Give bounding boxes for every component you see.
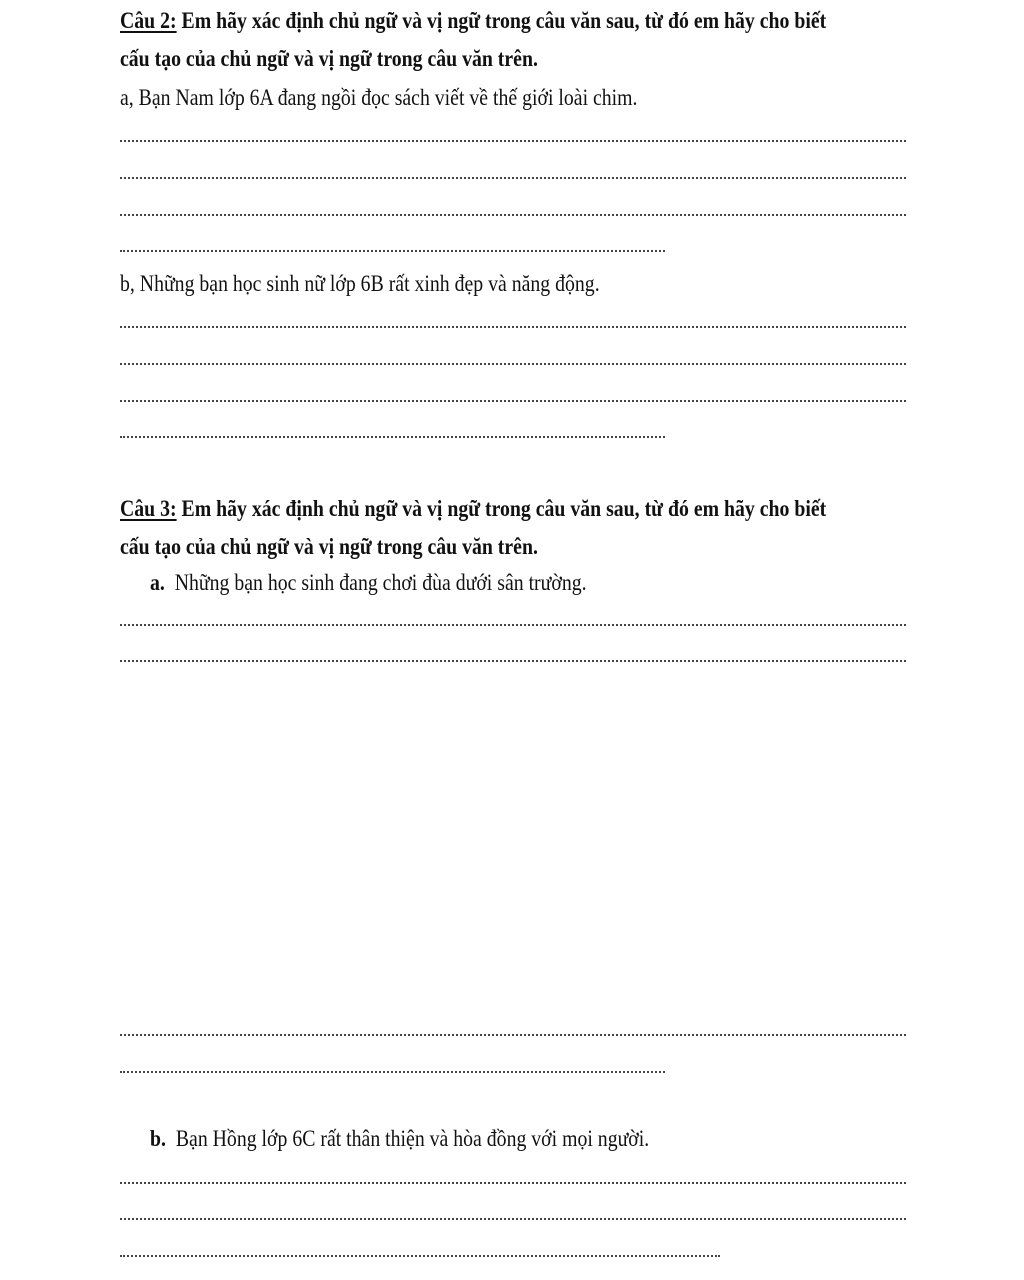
question-2-prompt-line-1: Em hãy xác định chủ ngữ và vị ngữ trong câu văn sau, từ đó em hãy cho biết xyxy=(176,8,827,33)
question-3-prompt-line-2: cấu tạo của chủ ngữ và vị ngữ trong câu văn trên. xyxy=(120,534,538,559)
answer-line[interactable] xyxy=(120,1218,906,1220)
question-3-label: Câu 3: xyxy=(120,496,177,521)
answer-line[interactable] xyxy=(120,363,906,365)
answer-line[interactable] xyxy=(120,177,906,179)
answer-line[interactable] xyxy=(120,1255,720,1257)
question-2-prompt-line-2: cấu tạo của chủ ngữ và vị ngữ trong câu văn trên. xyxy=(120,46,538,71)
answer-line[interactable] xyxy=(120,624,906,626)
sentence-b-marker: b. xyxy=(150,1126,166,1151)
question-3-prompt-line-1: Em hãy xác định chủ ngữ và vị ngữ trong câu văn sau, từ đó em hãy cho biết xyxy=(176,496,827,521)
question-2-label: Câu 2: xyxy=(120,8,177,33)
answer-line[interactable] xyxy=(120,140,906,142)
answer-line[interactable] xyxy=(120,214,906,216)
answer-line[interactable] xyxy=(120,1071,665,1073)
answer-line[interactable] xyxy=(120,436,665,438)
answer-line[interactable] xyxy=(120,400,906,402)
sentence-a-text: Những bạn học sinh đang chơi đùa dưới sân trường. xyxy=(174,570,587,595)
question-2-heading-line-1 xyxy=(120,4,920,38)
sentence-b-text: Bạn Hồng lớp 6C rất thân thiện và hòa đồng với mọi người. xyxy=(175,1126,650,1151)
question-2-sentence-a: a, Bạn Nam lớp 6A đang ngồi đọc sách viết về thế giới loài chim. xyxy=(120,85,638,110)
question-3-heading-line-1 xyxy=(120,492,920,526)
answer-line[interactable] xyxy=(120,660,906,662)
question-3-sentence-b xyxy=(150,1123,649,1155)
answer-line[interactable] xyxy=(120,1182,906,1184)
question-3-sentence-a xyxy=(150,567,587,599)
question-2-sentence-b: b, Những bạn học sinh nữ lớp 6B rất xinh đẹp và năng động. xyxy=(120,271,600,296)
answer-line[interactable] xyxy=(120,250,665,252)
sentence-a-marker: a. xyxy=(150,570,165,595)
answer-line[interactable] xyxy=(120,1034,906,1036)
answer-line[interactable] xyxy=(120,326,906,328)
